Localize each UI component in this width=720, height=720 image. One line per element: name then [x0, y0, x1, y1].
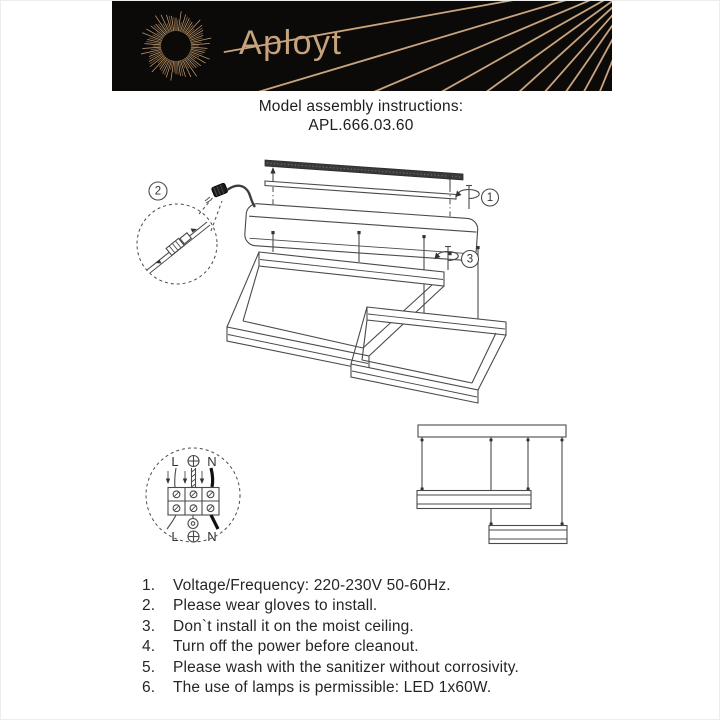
- item-text: Voltage/Frequency: 220-230V 50-60Hz.: [173, 577, 451, 594]
- list-item: [142, 658, 519, 678]
- item-number: 5.: [142, 658, 156, 676]
- item-number: 6.: [142, 679, 156, 697]
- list-item: [142, 678, 519, 698]
- list-item: [142, 637, 519, 657]
- callout-1-number: 1: [486, 192, 494, 204]
- mounting-strip: [265, 181, 456, 199]
- item-text: Don`t install it on the moist ceiling.: [173, 617, 414, 635]
- main-assembly-view: [137, 160, 506, 403]
- outgoing-wires: [167, 515, 218, 529]
- list-item: [142, 596, 519, 616]
- instruction-list: [142, 576, 519, 698]
- brand-header: [112, 1, 612, 91]
- wiring-label-neutral-bottom: N: [207, 529, 217, 544]
- wiring-diagram: [146, 448, 240, 544]
- item-number: 2.: [142, 597, 156, 615]
- list-item: [142, 617, 519, 637]
- model-number: APL.666.03.60: [308, 117, 414, 134]
- wiring-label-line-top: L: [171, 454, 179, 469]
- item-number: 3.: [142, 617, 156, 635]
- wiring-label-neutral-top: N: [207, 454, 217, 469]
- item-text: The use of lamps is permissible: LED 1x60W.: [173, 679, 492, 697]
- callout-1: [482, 189, 499, 206]
- attach-arrow-left: [270, 167, 275, 182]
- item-text: Turn off the power before cleanout.: [173, 638, 419, 656]
- side-view-left-frame: [417, 488, 531, 509]
- header-decor: [112, 1, 612, 91]
- assembly-diagram: [1, 141, 720, 561]
- brand-name: Aployt: [239, 24, 343, 62]
- callout-3: [462, 251, 479, 268]
- callout-3-number: 3: [466, 253, 474, 266]
- side-view-right-frame: [489, 523, 567, 544]
- screw-rotation-icon: [456, 185, 480, 209]
- title-block: [1, 97, 720, 135]
- list-item: [142, 576, 519, 596]
- sunburst-icon: [141, 11, 211, 80]
- connector-detail-circle: [137, 204, 217, 284]
- side-view-rods: [420, 437, 563, 526]
- side-elevation-view: [417, 425, 567, 544]
- earth-ground-icon: [188, 456, 199, 467]
- item-number: 4.: [142, 638, 156, 656]
- item-text: Please wash with the sanitizer without corrosivity.: [173, 658, 519, 676]
- callout-2-number: 2: [154, 185, 162, 198]
- terminal-block: [168, 488, 219, 516]
- ceiling-mount-bar: [265, 160, 463, 180]
- item-number: 1.: [142, 577, 156, 594]
- wiring-label-line-bottom: L: [171, 529, 179, 544]
- incoming-wires: [175, 468, 213, 487]
- earth-ground-icon: [188, 531, 199, 542]
- page-title: Model assembly instructions:: [258, 98, 464, 115]
- small-frame: [351, 307, 506, 403]
- item-text: Please wear gloves to install.: [173, 597, 378, 615]
- large-frame: [227, 252, 444, 370]
- callout-2: [149, 182, 167, 200]
- wire-arrows: [166, 471, 204, 484]
- power-connector: [205, 183, 255, 207]
